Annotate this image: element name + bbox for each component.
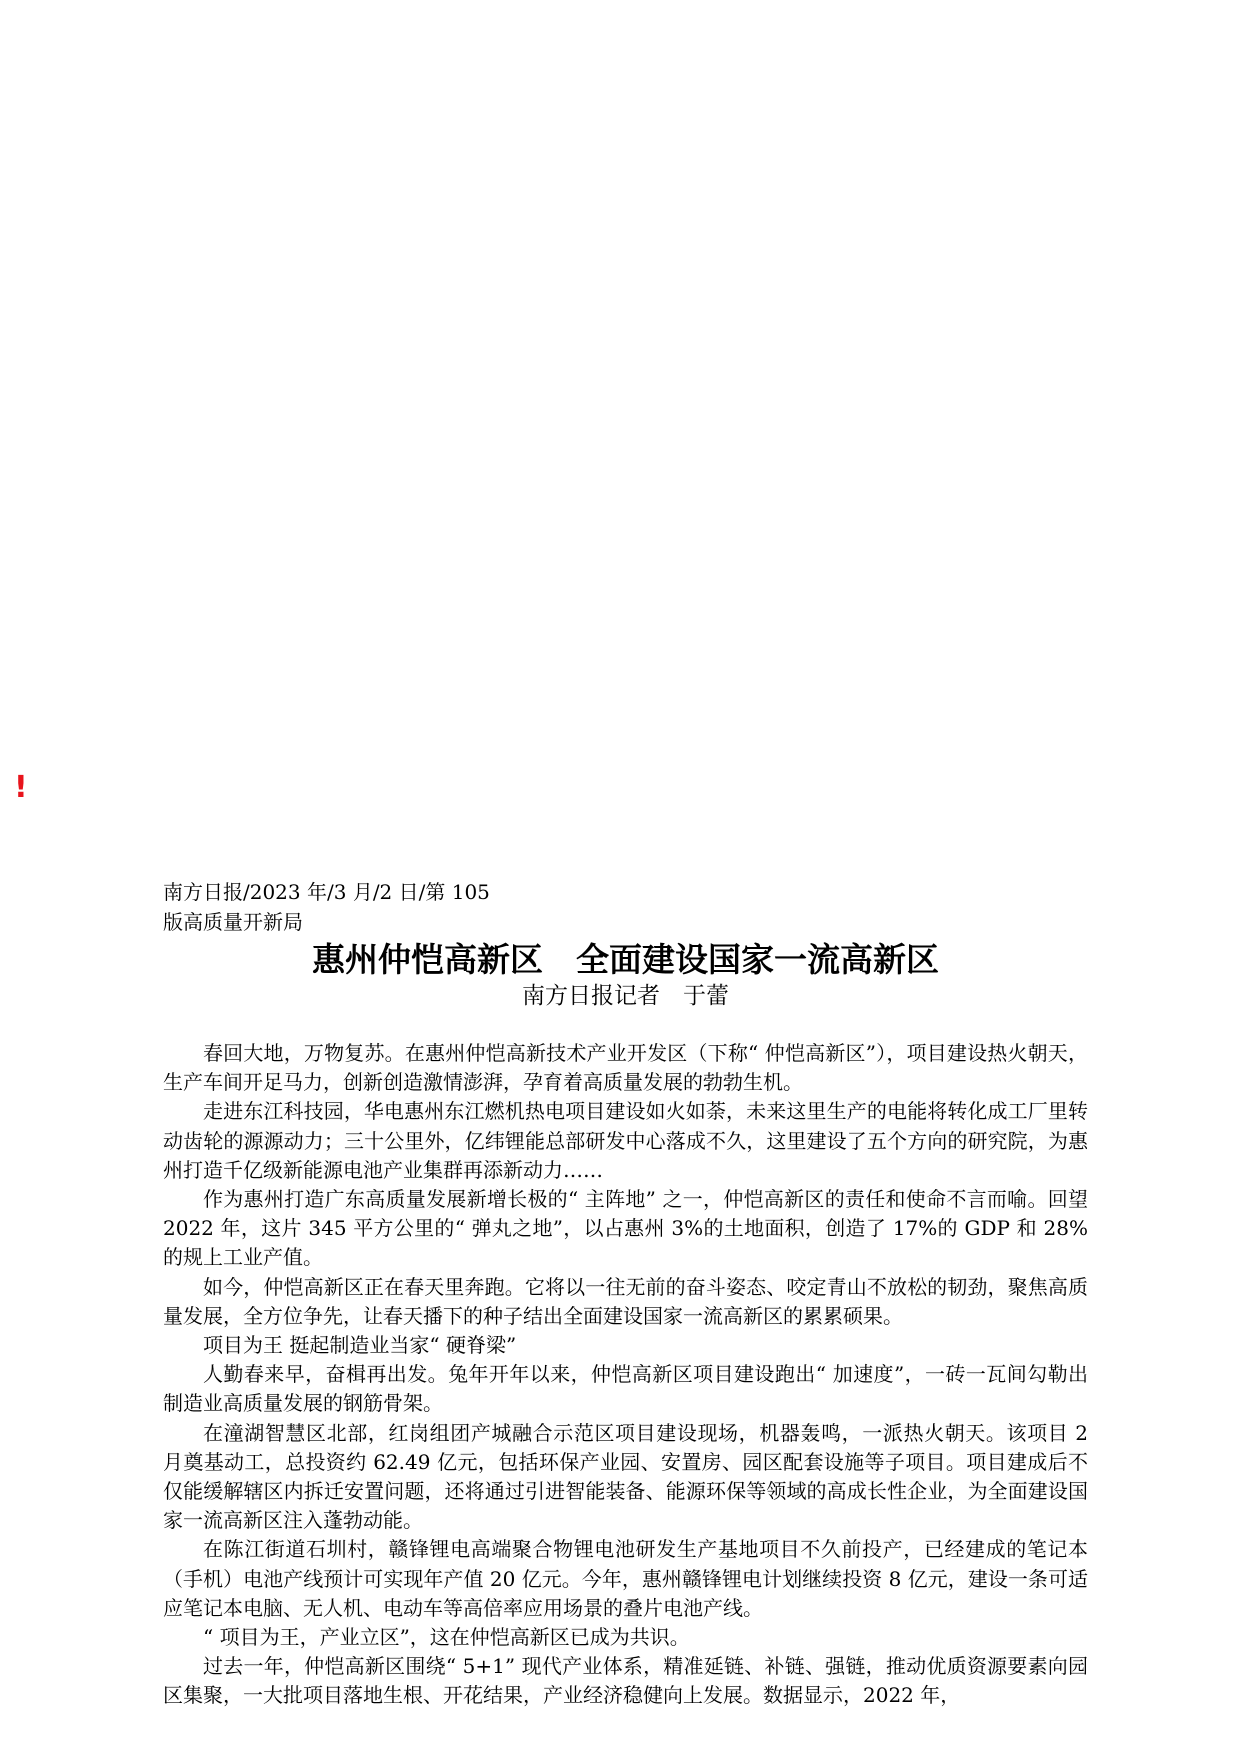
article-body [163, 1039, 1088, 1711]
source-line: 南方日报/2023 年/3 月/2 日/第 105 [163, 880, 490, 904]
paragraph: 走进东江科技园，华电惠州东江燃机热电项目建设如火如荼，未来这里生产的电能将转化成工厂里转动齿轮的源源动力；三十公里外，亿纬锂能总部研发中心落成不久，这里建设了五个方向的研究院，为惠州打造千亿级新能源电池产业集群再添新动力…… [163, 1099, 1088, 1182]
paragraph: 春回大地，万物复苏。在惠州仲恺高新技术产业开发区（下称“ 仲恺高新区”），项目建设热火朝天，生产车间开足马力，创新创造激情澎湃，孕育着高质量发展的勃勃生机。 [163, 1041, 1088, 1095]
paragraph: 过去一年，仲恺高新区围绕“ 5+1” 现代产业体系，精准延链、补链、强链，推动优质资源要素向园区集聚，一大批项目落地生根、开花结果，产业经济稳健向上发展。数据显示，2022 年， [163, 1654, 1088, 1708]
source-line-continued: 版高质量开新局 [163, 910, 303, 934]
article-title: 惠州仲恺高新区 全面建设国家一流高新区 [312, 940, 939, 979]
article-byline: 南方日报记者 于蕾 [522, 983, 729, 1009]
paragraph: 作为惠州打造广东高质量发展新增长极的“ 主阵地” 之一，仲恺高新区的责任和使命不言而喻。回望 2022 年，这片 345 平方公里的“ 弹丸之地”，以占惠州 3%的土地面积，创造了 17%的 GDP 和 28%的规上工业产值。 [163, 1187, 1088, 1270]
article [163, 877, 1088, 1711]
red-exclamation-mark: ! [14, 770, 28, 805]
section-heading: 项目为王 挺起制造业当家“ 硬脊梁” [203, 1333, 517, 1358]
paragraph: 在潼湖智慧区北部，红岗组团产城融合示范区项目建设现场，机器轰鸣，一派热火朝天。该项目 2 月奠基动工，总投资约 62.49 亿元，包括环保产业园、安置房、园区配套设施等子项目。项目建成后不仅能缓解辖区内拆迁安置问题，还将通过引进智能装备、能源环保等领域的高成长性企业，为全面建设国家一流高新区注入蓬勃动能。 [163, 1420, 1088, 1533]
paragraph: 人勤春来早，奋楫再出发。兔年开年以来，仲恺高新区项目建设跑出“ 加速度”，一砖一瓦间勾勒出制造业高质量发展的钢筋骨架。 [163, 1362, 1088, 1416]
paragraph: 在陈江街道石圳村，赣锋锂电高端聚合物锂电池研发生产基地项目不久前投产，已经建成的笔记本（手机）电池产线预计可实现年产值 20 亿元。今年，惠州赣锋锂电计划继续投资 8 亿元，建设一条可适应笔记本电脑、无人机、电动车等高倍率应用场景的叠片电池产线。 [163, 1537, 1088, 1620]
paragraph: “ 项目为王，产业立区”，这在仲恺高新区已成为共识。 [203, 1625, 690, 1650]
paragraph: 如今，仲恺高新区正在春天里奔跑。它将以一往无前的奋斗姿态、咬定青山不放松的韧劲，聚焦高质量发展，全方位争先，让春天播下的种子结出全面建设国家一流高新区的累累硕果。 [163, 1274, 1088, 1328]
